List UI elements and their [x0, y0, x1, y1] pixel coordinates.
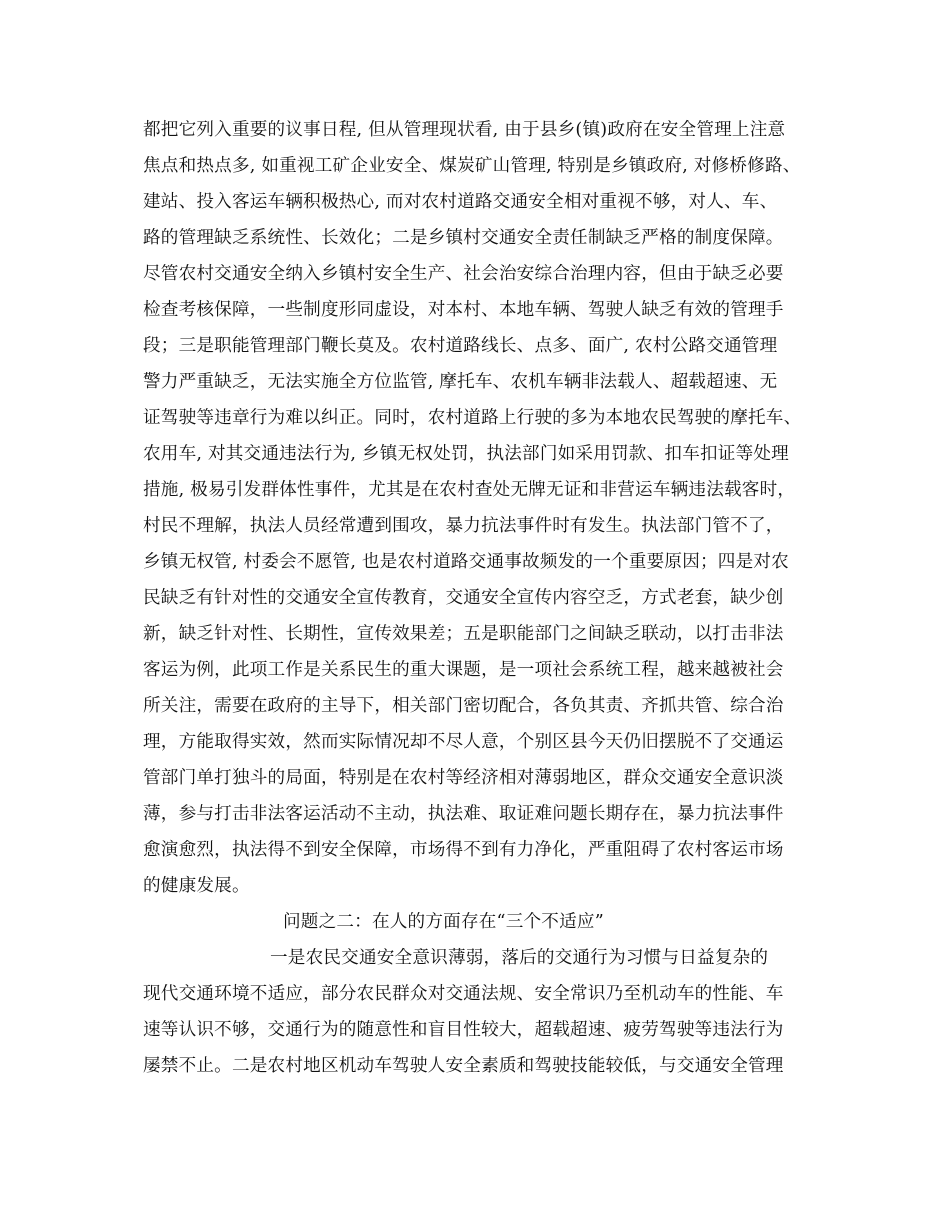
body-text-line: 村民不理解，执法人员经常遭到围攻，暴力抗法事件时有发生。执法部门管不了， [143, 516, 784, 536]
body-text-line: 证驾驶等违章行为难以纠正。同时，农村道路上行驶的多为本地农民驾驶的摩托车、 [143, 408, 802, 428]
body-text-line: 建站、投入客运车辆积极热心, 而对农村道路交通安全相对重视不够，对人、车、 [143, 192, 778, 212]
body-text-line: 措施, 极易引发群体性事件，尤其是在农村查处无牌无证和非营运车辆违法载客时， [143, 480, 796, 500]
body-text-line: 管部门单打独斗的局面，特别是在农村等经济相对薄弱地区，群众交通安全意识淡 [143, 768, 784, 788]
body-text-line: 乡镇无权管, 村委会不愿管, 也是农村道路交通事故频发的一个重要原因；四是对农 [143, 552, 789, 572]
body-text-line: 段；三是职能管理部门鞭长莫及。农村道路线长、点多、面广, 农村公路交通管理 [143, 336, 778, 356]
body-text-line: 屡禁不止。二是农村地区机动车驾驶人安全素质和驾驶技能较低，与交通安全管理 [143, 1056, 784, 1076]
paragraph-first-line: 一是农民交通安全意识薄弱，落后的交通行为习惯与日益复杂的 [270, 948, 769, 968]
body-text-line: 愈演愈烈，执法得不到安全保障，市场得不到有力净化，严重阻碍了农村客运市场 [143, 840, 784, 860]
body-text-line: 农用车, 对其交通违法行为, 乡镇无权处罚，执法部门如采用罚款、扣车扣证等处理 [143, 444, 789, 464]
body-text-line: 现代交通环境不适应，部分农民群众对交通法规、安全常识乃至机动车的性能、车 [143, 984, 784, 1004]
body-text-line: 理，方能取得实效，然而实际情况却不尽人意，个别区县今天仍旧摆脱不了交通运 [143, 732, 784, 752]
body-text-line: 客运为例，此项工作是关系民生的重大课题，是一项社会系统工程，越来越被社会 [143, 660, 784, 680]
body-text-line: 都把它列入重要的议事日程, 但从管理现状看, 由于县乡(镇)政府在安全管理上注意 [143, 120, 786, 140]
body-text-line: 检查考核保障，一些制度形同虚设，对本村、本地车辆、驾驶人缺乏有效的管理手 [143, 300, 784, 320]
body-text-line: 尽管农村交通安全纳入乡镇村安全生产、社会治安综合治理内容，但由于缺乏必要 [143, 264, 784, 284]
body-text-line: 所关注，需要在政府的主导下，相关部门密切配合，各负其责、齐抓共管、综合治 [143, 696, 784, 716]
body-text-line: 警力严重缺乏，无法实施全方位监管, 摩托车、农机车辆非法载人、超载超速、无 [143, 372, 778, 392]
body-text-line: 速等认识不够，交通行为的随意性和盲目性较大，超载超速、疲劳驾驶等违法行为 [143, 1020, 784, 1040]
body-text-line: 路的管理缺乏系统性、长效化；二是乡镇村交通安全责任制缺乏严格的制度保障。 [143, 228, 784, 248]
body-text-line: 焦点和热点多, 如重视工矿企业安全、煤炭矿山管理, 特别是乡镇政府, 对修桥修路、 [143, 156, 801, 176]
section-heading: 问题之二：在人的方面存在“三个不适应” [283, 912, 604, 932]
body-text-line: 新，缺乏针对性、长期性，宣传效果差；五是职能部门之间缺乏联动，以打击非法 [143, 624, 784, 644]
body-text-line: 的健康发展。 [143, 876, 250, 896]
body-text-line: 民缺乏有针对性的交通安全宣传教育，交通安全宣传内容空乏，方式老套，缺少创 [143, 588, 784, 608]
body-text-line: 薄，参与打击非法客运活动不主动，执法难、取证难问题长期存在，暴力抗法事件 [143, 804, 784, 824]
